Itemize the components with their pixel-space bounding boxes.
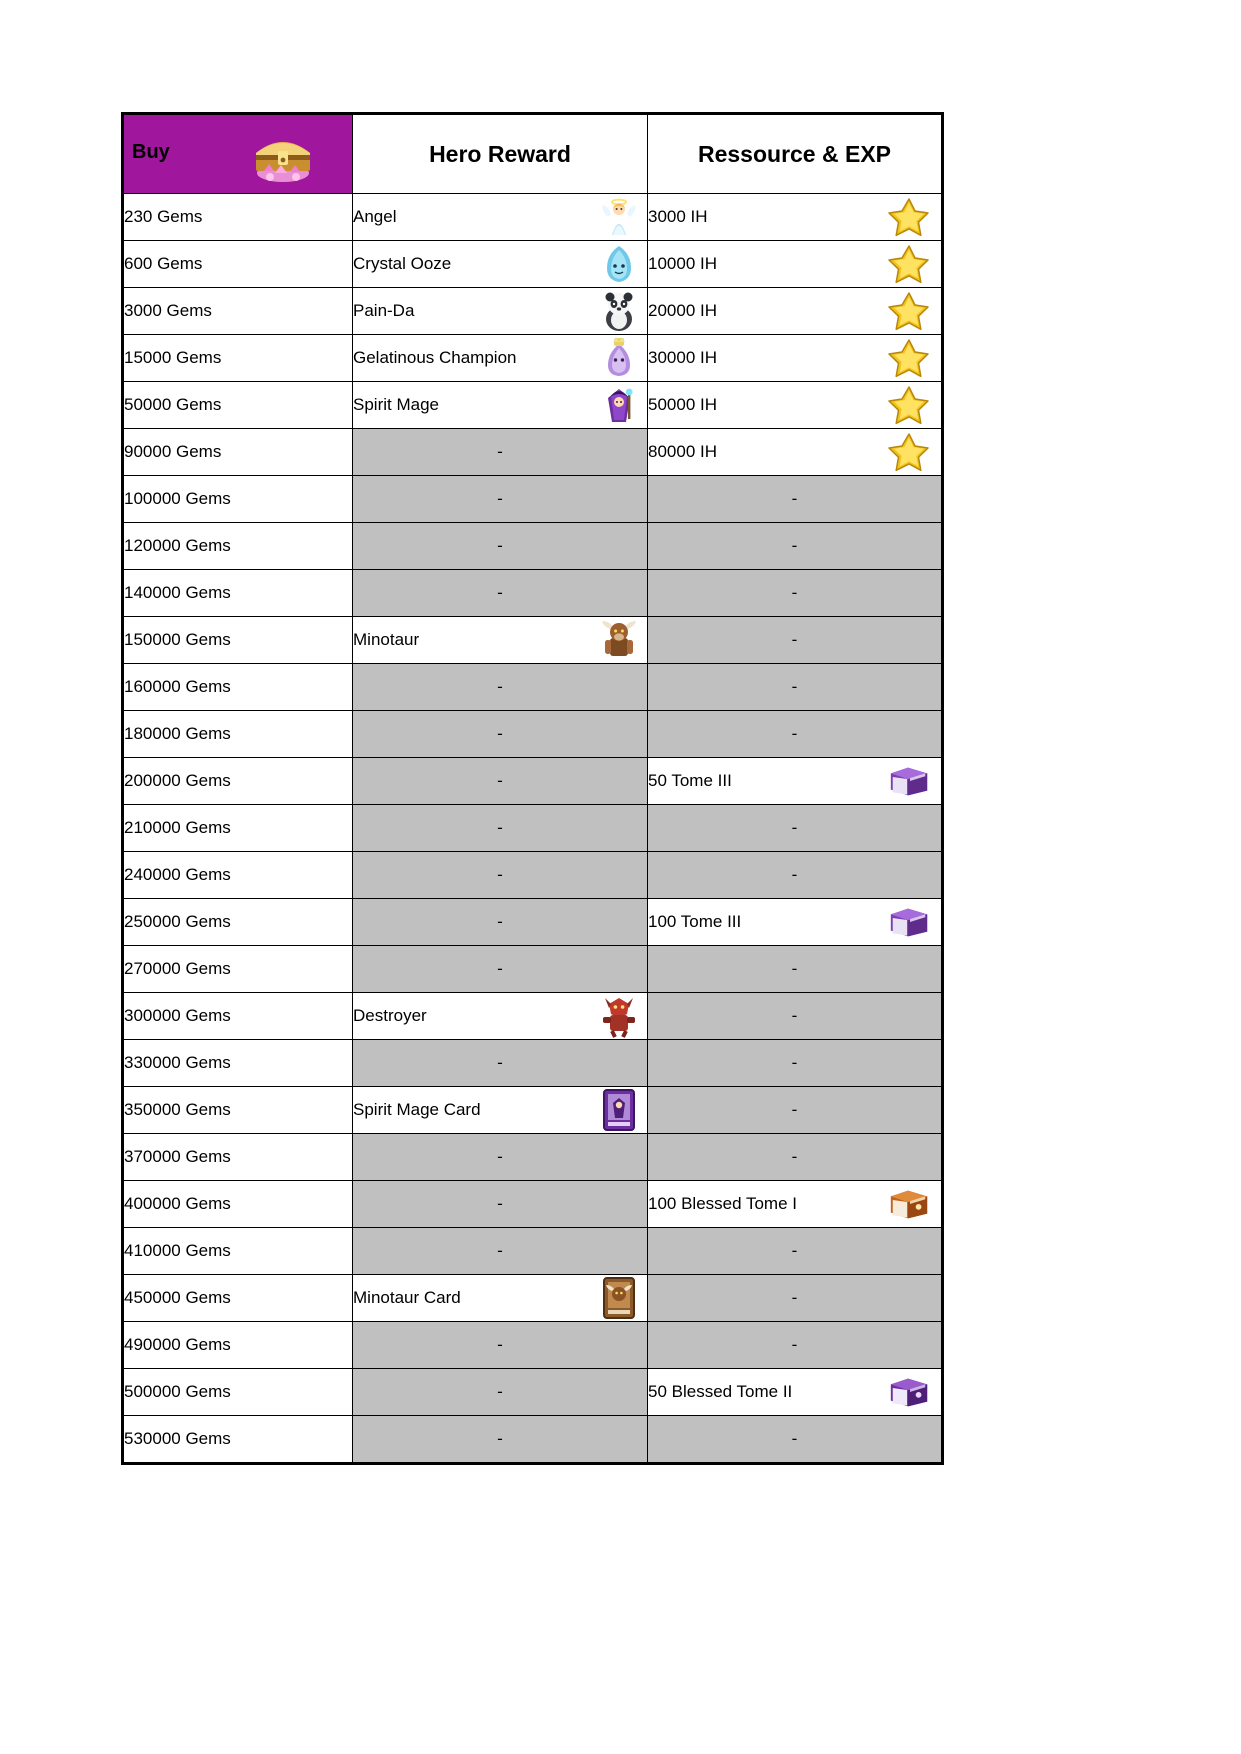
cell-buy: 600 Gems [123,241,353,288]
res-label: - [791,630,798,649]
cell-res [648,899,943,946]
cell-hero [353,241,648,288]
cell-buy: 160000 Gems [123,664,353,711]
cell-res [648,1416,943,1464]
table-row [123,805,943,852]
cell-res [648,946,943,993]
cell-hero [353,711,648,758]
cell-res [648,1275,943,1322]
cell-res [648,335,943,382]
table-row [123,899,943,946]
cell-hero [353,993,648,1040]
cell-hero [353,570,648,617]
hero-label: - [497,818,503,837]
cell-res [648,664,943,711]
cell-res [648,617,943,664]
column-header-hero-reward: Hero Reward [353,114,648,194]
cell-hero [353,899,648,946]
cell-res [648,288,943,335]
res-label: - [791,724,798,743]
cell-buy: 140000 Gems [123,570,353,617]
table-row [123,241,943,288]
reward-table-container [121,112,941,1465]
cell-buy: 15000 Gems [123,335,353,382]
cell-buy: 120000 Gems [123,523,353,570]
hero-label: - [497,1147,503,1166]
cell-hero [353,1416,648,1464]
res-label: 50000 IH [648,395,717,414]
minotaur-hero-icon [597,619,641,661]
res-label: 50 Blessed Tome II [648,1382,793,1401]
res-label: 100 Blessed Tome I [648,1194,797,1213]
table-row [123,1134,943,1181]
cell-res [648,993,943,1040]
column-header-buy-label: Buy [132,141,170,163]
res-label: - [791,1335,798,1354]
hero-label: - [497,959,503,978]
table-row [123,429,943,476]
res-label: 30000 IH [648,348,717,367]
res-label: 20000 IH [648,301,717,320]
cell-hero [353,288,648,335]
table-row [123,476,943,523]
table-row [123,194,943,241]
cell-buy: 350000 Gems [123,1087,353,1134]
cell-buy: 180000 Gems [123,711,353,758]
res-label: - [791,583,798,602]
hero-label: Spirit Mage [353,395,439,414]
cell-res [648,1228,943,1275]
hero-label: Minotaur [353,630,420,649]
cell-res [648,758,943,805]
cell-buy: 400000 Gems [123,1181,353,1228]
table-row [123,664,943,711]
destroyer-hero-icon [597,995,641,1037]
cell-res [648,1369,943,1416]
table-row [123,617,943,664]
cell-res [648,805,943,852]
hero-label: Destroyer [353,1006,427,1025]
cell-res [648,429,943,476]
table-row [123,711,943,758]
hero-label: - [497,1053,503,1072]
cell-res [648,570,943,617]
cell-hero [353,1087,648,1134]
cell-hero [353,382,648,429]
cell-buy: 500000 Gems [123,1369,353,1416]
cell-hero [353,1322,648,1369]
cell-buy: 150000 Gems [123,617,353,664]
res-label: - [791,1100,798,1119]
hero-label: - [497,1429,503,1448]
purple-tome-icon [887,760,931,802]
orange-blessed-tome-icon [887,1183,931,1225]
table-row [123,1181,943,1228]
spirit-mage-hero-icon [597,384,641,426]
purple-blessed-tome-icon [887,1371,931,1413]
cell-hero [353,476,648,523]
cell-buy: 50000 Gems [123,382,353,429]
cell-buy: 90000 Gems [123,429,353,476]
crystal-ooze-hero-icon [597,243,641,285]
gelatinous-champion-hero-icon [597,337,641,379]
hero-label: - [497,724,503,743]
res-label: 80000 IH [648,442,717,461]
hero-label: - [497,771,503,790]
hero-label: - [497,442,503,461]
gold-star-icon [887,384,931,426]
cell-res [648,241,943,288]
hero-label: - [497,912,503,931]
gold-star-icon [887,243,931,285]
cell-res [648,523,943,570]
res-label: - [791,489,798,508]
cell-hero [353,852,648,899]
gold-star-icon [887,290,931,332]
column-header-buy [123,114,353,194]
cell-buy: 210000 Gems [123,805,353,852]
cell-buy: 240000 Gems [123,852,353,899]
gold-star-icon [887,337,931,379]
cell-buy: 230 Gems [123,194,353,241]
cell-hero [353,194,648,241]
cell-res [648,1087,943,1134]
cell-hero [353,758,648,805]
table-row [123,523,943,570]
hero-label: - [497,1241,503,1260]
cell-res [648,382,943,429]
table-row [123,852,943,899]
table-header [123,114,943,194]
table-row [123,1416,943,1464]
minotaur-card-icon [597,1277,641,1319]
hero-label: Minotaur Card [353,1288,461,1307]
table-row [123,758,943,805]
res-label: - [791,959,798,978]
hero-label: - [497,677,503,696]
spirit-mage-card-icon [597,1089,641,1131]
table-row [123,1087,943,1134]
res-label: - [791,865,798,884]
hero-label: - [497,489,503,508]
hero-label: - [497,1335,503,1354]
cell-res [648,1040,943,1087]
res-label: - [791,1429,798,1448]
cell-buy: 450000 Gems [123,1275,353,1322]
res-label: - [791,677,798,696]
table-row [123,1228,943,1275]
cell-buy: 410000 Gems [123,1228,353,1275]
cell-hero [353,1369,648,1416]
res-label: - [791,818,798,837]
res-label: - [791,536,798,555]
cell-res [648,194,943,241]
cell-hero [353,429,648,476]
res-label: - [791,1147,798,1166]
cell-buy: 200000 Gems [123,758,353,805]
header-row [123,114,943,194]
res-label: - [791,1288,798,1307]
hero-label: Crystal Ooze [353,254,452,273]
reward-table [121,112,944,1465]
cell-res [648,476,943,523]
cell-hero [353,1228,648,1275]
cell-hero [353,664,648,711]
table-row [123,1322,943,1369]
cell-hero [353,1040,648,1087]
cell-buy: 370000 Gems [123,1134,353,1181]
cell-buy: 100000 Gems [123,476,353,523]
cell-res [648,1181,943,1228]
cell-buy: 250000 Gems [123,899,353,946]
res-label: 10000 IH [648,254,717,273]
cell-buy: 300000 Gems [123,993,353,1040]
cell-hero [353,1275,648,1322]
hero-label: - [497,865,503,884]
res-label: 100 Tome III [648,912,742,931]
table-body [123,194,943,1464]
cell-hero [353,1181,648,1228]
cell-buy: 270000 Gems [123,946,353,993]
treasure-chest-icon [244,127,322,183]
purple-tome-icon [887,901,931,943]
cell-buy: 3000 Gems [123,288,353,335]
res-label: - [791,1006,798,1025]
hero-label: Spirit Mage Card [353,1100,481,1119]
cell-hero [353,523,648,570]
gold-star-icon [887,431,931,473]
cell-buy: 490000 Gems [123,1322,353,1369]
cell-res [648,1322,943,1369]
table-row [123,1369,943,1416]
cell-res [648,852,943,899]
hero-label: Pain-Da [353,301,415,320]
cell-res [648,1134,943,1181]
hero-label: - [497,583,503,602]
table-row [123,335,943,382]
pain-da-hero-icon [597,290,641,332]
table-row [123,946,943,993]
res-label: 50 Tome III [648,771,732,790]
angel-hero-icon [597,196,641,238]
cell-hero [353,617,648,664]
hero-label: - [497,1382,503,1401]
table-row [123,288,943,335]
hero-label: - [497,1194,503,1213]
cell-buy: 530000 Gems [123,1416,353,1464]
res-label: - [791,1053,798,1072]
cell-res [648,711,943,758]
table-row [123,570,943,617]
cell-hero [353,946,648,993]
res-label: - [791,1241,798,1260]
table-row [123,1275,943,1322]
cell-buy: 330000 Gems [123,1040,353,1087]
table-row [123,382,943,429]
res-label: 3000 IH [648,207,708,226]
hero-label: Gelatinous Champion [353,348,517,367]
column-header-ressource-exp: Ressource & EXP [648,114,943,194]
table-row [123,993,943,1040]
hero-label: Angel [353,207,397,226]
gold-star-icon [887,196,931,238]
cell-hero [353,1134,648,1181]
cell-hero [353,335,648,382]
cell-hero [353,805,648,852]
table-row [123,1040,943,1087]
hero-label: - [497,536,503,555]
